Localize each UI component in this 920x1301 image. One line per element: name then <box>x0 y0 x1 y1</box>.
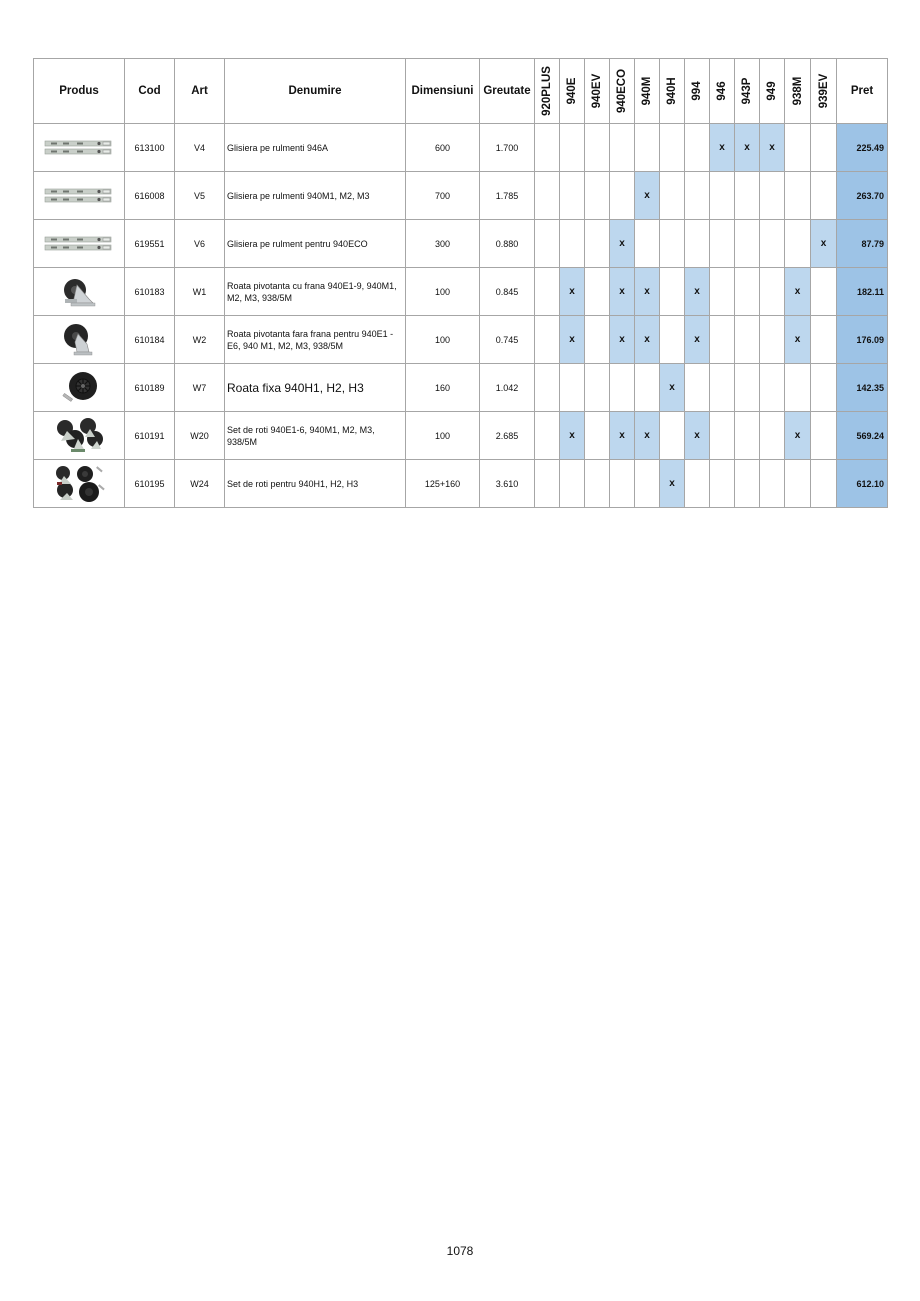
slide-rail-image <box>34 187 124 205</box>
model-compat-cell-946 <box>710 412 735 460</box>
model-compat-cell-949 <box>760 364 785 412</box>
fixed-wheel-image <box>34 369 124 407</box>
model-compat-cell-940m <box>635 364 660 412</box>
model-compat-cell-940m <box>635 460 660 508</box>
header-model-939ev: 939EV <box>811 59 837 124</box>
greutate-cell: 1.042 <box>480 364 535 412</box>
model-compat-cell-920plus <box>535 460 560 508</box>
model-compat-cell-920plus <box>535 124 560 172</box>
price-cell: 225.49 <box>837 124 888 172</box>
model-compat-cell-920plus <box>535 412 560 460</box>
table-row <box>34 316 888 364</box>
price-cell: 182.11 <box>837 268 888 316</box>
header-model-994: 994 <box>685 59 710 124</box>
model-compat-cell-940ev <box>585 124 610 172</box>
product-image-cell <box>34 124 125 172</box>
model-compat-cell-939ev <box>811 268 837 316</box>
art-cell: W1 <box>175 268 225 316</box>
model-compat-cell-949: x <box>760 124 785 172</box>
header-denumire: Denumire <box>225 59 406 124</box>
price-cell: 569.24 <box>837 412 888 460</box>
model-compat-cell-920plus <box>535 268 560 316</box>
price-cell: 612.10 <box>837 460 888 508</box>
product-image-cell <box>34 316 125 364</box>
model-compat-cell-946 <box>710 268 735 316</box>
dimensiuni-cell: 100 <box>406 268 480 316</box>
model-compat-cell-940ev <box>585 172 610 220</box>
model-compat-cell-940ev <box>585 316 610 364</box>
model-compat-cell-994: x <box>685 316 710 364</box>
model-compat-cell-938m <box>785 172 811 220</box>
greutate-cell: 0.845 <box>480 268 535 316</box>
product-image-cell <box>34 364 125 412</box>
art-cell: V6 <box>175 220 225 268</box>
model-compat-cell-940eco: x <box>610 316 635 364</box>
model-compat-cell-994: x <box>685 412 710 460</box>
dimensiuni-cell: 160 <box>406 364 480 412</box>
model-compat-cell-938m: x <box>785 316 811 364</box>
page-number: 1078 <box>446 1244 474 1258</box>
art-cell: W2 <box>175 316 225 364</box>
model-compat-cell-994 <box>685 460 710 508</box>
model-compat-cell-940e: x <box>560 412 585 460</box>
model-compat-cell-939ev <box>811 172 837 220</box>
art-cell: W7 <box>175 364 225 412</box>
cod-cell: 610184 <box>125 316 175 364</box>
model-compat-cell-946 <box>710 364 735 412</box>
model-compat-cell-940ev <box>585 412 610 460</box>
model-compat-cell-943p <box>735 364 760 412</box>
art-cell: V5 <box>175 172 225 220</box>
dimensiuni-cell: 125+160 <box>406 460 480 508</box>
product-image-cell <box>34 172 125 220</box>
greutate-cell: 0.880 <box>480 220 535 268</box>
model-compat-cell-940eco: x <box>610 220 635 268</box>
denumire-cell: Glisiera pe rulmenti 946A <box>225 124 406 172</box>
model-compat-cell-949 <box>760 316 785 364</box>
model-compat-cell-938m <box>785 460 811 508</box>
cod-cell: 619551 <box>125 220 175 268</box>
header-pret: Pret <box>837 59 888 124</box>
header-model-946: 946 <box>710 59 735 124</box>
model-compat-cell-940e <box>560 172 585 220</box>
header-model-938m: 938M <box>785 59 811 124</box>
model-compat-cell-940eco <box>610 364 635 412</box>
header-model-940ev: 940EV <box>585 59 610 124</box>
model-compat-cell-946: x <box>710 124 735 172</box>
header-produs: Produs <box>34 59 125 124</box>
model-compat-cell-940e: x <box>560 316 585 364</box>
model-compat-cell-949 <box>760 460 785 508</box>
header-art: Art <box>175 59 225 124</box>
model-compat-cell-940e <box>560 220 585 268</box>
dimensiuni-cell: 600 <box>406 124 480 172</box>
model-compat-cell-949 <box>760 268 785 316</box>
header-model-943p: 943P <box>735 59 760 124</box>
dimensiuni-cell: 700 <box>406 172 480 220</box>
model-compat-cell-940h <box>660 268 685 316</box>
header-model-940e: 940E <box>560 59 585 124</box>
table-row <box>34 364 888 412</box>
art-cell: W24 <box>175 460 225 508</box>
cod-cell: 616008 <box>125 172 175 220</box>
model-compat-cell-949 <box>760 172 785 220</box>
cod-cell: 610183 <box>125 268 175 316</box>
model-compat-cell-949 <box>760 220 785 268</box>
header-greutate: Greutate <box>480 59 535 124</box>
denumire-cell: Roata pivotanta fara frana pentru 940E1 - E6, 940 M1, M2, M3, 938/5M <box>225 316 406 364</box>
model-compat-cell-939ev <box>811 460 837 508</box>
swivel-caster-image <box>34 322 124 358</box>
model-compat-cell-938m <box>785 124 811 172</box>
model-compat-cell-943p <box>735 220 760 268</box>
price-cell: 142.35 <box>837 364 888 412</box>
model-compat-cell-943p <box>735 172 760 220</box>
model-compat-cell-994 <box>685 220 710 268</box>
model-compat-cell-943p <box>735 268 760 316</box>
swivel-caster-brake-image <box>34 275 124 309</box>
product-image-cell <box>34 220 125 268</box>
cod-cell: 610195 <box>125 460 175 508</box>
greutate-cell: 3.610 <box>480 460 535 508</box>
table-row <box>34 412 888 460</box>
model-compat-cell-920plus <box>535 220 560 268</box>
model-compat-cell-940h <box>660 124 685 172</box>
header-cod: Cod <box>125 59 175 124</box>
model-compat-cell-994 <box>685 364 710 412</box>
model-compat-cell-939ev: x <box>811 220 837 268</box>
table-row <box>34 220 888 268</box>
model-compat-cell-940h <box>660 220 685 268</box>
model-compat-cell-940ev <box>585 268 610 316</box>
table-row <box>34 124 888 172</box>
price-cell: 263.70 <box>837 172 888 220</box>
model-compat-cell-940ev <box>585 364 610 412</box>
table-row <box>34 268 888 316</box>
model-compat-cell-940h <box>660 316 685 364</box>
header-model-940eco: 940ECO <box>610 59 635 124</box>
model-compat-cell-938m: x <box>785 268 811 316</box>
header-model-920plus: 920PLUS <box>535 59 560 124</box>
model-compat-cell-946 <box>710 172 735 220</box>
model-compat-cell-938m <box>785 220 811 268</box>
model-compat-cell-940m <box>635 124 660 172</box>
model-compat-cell-940ev <box>585 460 610 508</box>
model-compat-cell-940eco: x <box>610 268 635 316</box>
wheel-set-image <box>34 464 124 504</box>
model-compat-cell-940e: x <box>560 268 585 316</box>
model-compat-cell-943p <box>735 460 760 508</box>
denumire-cell: Set de roti pentru 940H1, H2, H3 <box>225 460 406 508</box>
model-compat-cell-939ev <box>811 124 837 172</box>
table-row <box>34 172 888 220</box>
greutate-cell: 1.700 <box>480 124 535 172</box>
header-dimensiuni: Dimensiuni <box>406 59 480 124</box>
product-image-cell <box>34 412 125 460</box>
art-cell: V4 <box>175 124 225 172</box>
denumire-cell: Roata fixa 940H1, H2, H3 <box>225 364 406 412</box>
model-compat-cell-940eco <box>610 172 635 220</box>
model-compat-cell-940ev <box>585 220 610 268</box>
model-compat-cell-940e <box>560 364 585 412</box>
slide-rail-image <box>34 235 124 253</box>
greutate-cell: 1.785 <box>480 172 535 220</box>
model-compat-cell-939ev <box>811 364 837 412</box>
caster-set-image <box>34 417 124 455</box>
model-compat-cell-940h <box>660 412 685 460</box>
price-cell: 176.09 <box>837 316 888 364</box>
header-model-940h: 940H <box>660 59 685 124</box>
model-compat-cell-938m <box>785 364 811 412</box>
model-compat-cell-943p: x <box>735 124 760 172</box>
model-compat-cell-940m: x <box>635 268 660 316</box>
model-compat-cell-940m: x <box>635 316 660 364</box>
cod-cell: 613100 <box>125 124 175 172</box>
model-compat-cell-940h: x <box>660 364 685 412</box>
product-table <box>33 58 888 508</box>
denumire-cell: Set de roti 940E1-6, 940M1, M2, M3, 938/5M <box>225 412 406 460</box>
product-image-cell <box>34 268 125 316</box>
model-compat-cell-940e <box>560 460 585 508</box>
slide-rail-image <box>34 139 124 157</box>
model-compat-cell-943p <box>735 412 760 460</box>
model-compat-cell-943p <box>735 316 760 364</box>
model-compat-cell-920plus <box>535 172 560 220</box>
model-compat-cell-940h <box>660 172 685 220</box>
greutate-cell: 0.745 <box>480 316 535 364</box>
table-row <box>34 460 888 508</box>
model-compat-cell-940eco <box>610 124 635 172</box>
product-image-cell <box>34 460 125 508</box>
dimensiuni-cell: 100 <box>406 412 480 460</box>
model-compat-cell-920plus <box>535 364 560 412</box>
model-compat-cell-920plus <box>535 316 560 364</box>
model-compat-cell-940eco <box>610 460 635 508</box>
denumire-cell: Glisiera pe rulment pentru 940ECO <box>225 220 406 268</box>
model-compat-cell-939ev <box>811 412 837 460</box>
cod-cell: 610191 <box>125 412 175 460</box>
table-header-row <box>34 59 888 124</box>
model-compat-cell-946 <box>710 220 735 268</box>
cod-cell: 610189 <box>125 364 175 412</box>
model-compat-cell-994 <box>685 172 710 220</box>
dimensiuni-cell: 100 <box>406 316 480 364</box>
dimensiuni-cell: 300 <box>406 220 480 268</box>
model-compat-cell-940m: x <box>635 172 660 220</box>
art-cell: W20 <box>175 412 225 460</box>
model-compat-cell-946 <box>710 460 735 508</box>
header-model-940m: 940M <box>635 59 660 124</box>
model-compat-cell-949 <box>760 412 785 460</box>
header-model-949: 949 <box>760 59 785 124</box>
model-compat-cell-938m: x <box>785 412 811 460</box>
model-compat-cell-940e <box>560 124 585 172</box>
price-cell: 87.79 <box>837 220 888 268</box>
denumire-cell: Glisiera pe rulmenti 940M1, M2, M3 <box>225 172 406 220</box>
model-compat-cell-946 <box>710 316 735 364</box>
denumire-cell: Roata pivotanta cu frana 940E1-9, 940M1, M2, M3, 938/5M <box>225 268 406 316</box>
model-compat-cell-940m <box>635 220 660 268</box>
model-compat-cell-940eco: x <box>610 412 635 460</box>
model-compat-cell-994: x <box>685 268 710 316</box>
model-compat-cell-940m: x <box>635 412 660 460</box>
model-compat-cell-940h: x <box>660 460 685 508</box>
model-compat-cell-994 <box>685 124 710 172</box>
greutate-cell: 2.685 <box>480 412 535 460</box>
model-compat-cell-939ev <box>811 316 837 364</box>
